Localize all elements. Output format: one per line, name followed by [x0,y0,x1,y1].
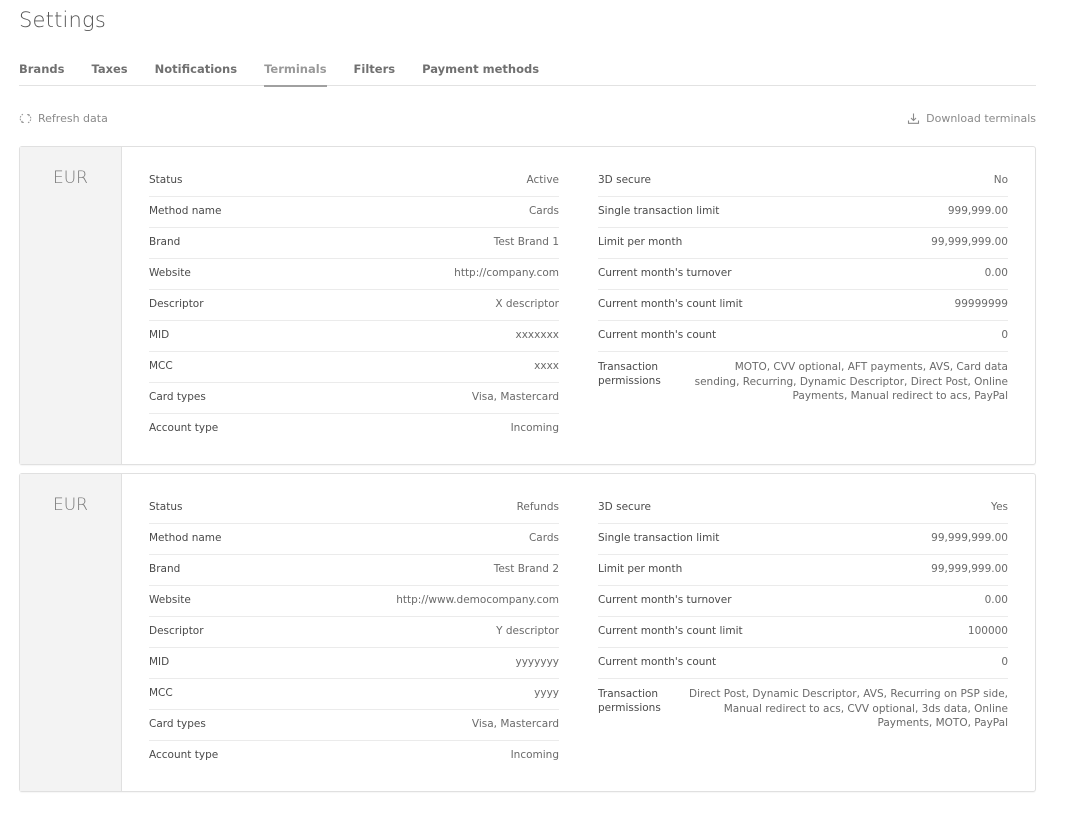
detail-label: Limit per month [598,236,683,248]
tab-filters[interactable]: Filters [353,62,396,76]
detail-label: Single transaction limit [598,532,720,544]
detail-value: yyyy [534,687,559,699]
detail-value: xxxxxxx [515,329,559,341]
detail-value: 100000 [967,625,1008,637]
detail-row-single-transaction-limit [598,197,1008,228]
refresh-data-label: Refresh data [38,112,108,125]
detail-row-month-count [598,321,1008,352]
detail-value: yyyyyyy [515,656,559,668]
terminal-card [19,473,1036,792]
terminal-currency: EUR [20,147,122,464]
detail-value: 0 [1001,329,1008,341]
detail-row-month-count-limit [598,290,1008,321]
detail-label: Current month's count [598,329,717,341]
detail-value: 99,999,999.00 [931,563,1008,575]
page-title: Settings [19,8,107,32]
terminal-details-left [149,166,559,464]
detail-label: Limit per month [598,563,683,575]
detail-label: MCC [149,687,173,699]
detail-label: Descriptor [149,625,204,637]
detail-row-mcc [149,679,559,710]
detail-value: Test Brand 2 [493,563,559,575]
detail-value: Incoming [510,749,559,761]
detail-value: 0 [1001,656,1008,668]
detail-value: Direct Post, Dynamic Descriptor, AVS, Recurring on PSP side, Manual redirect to acs, CVV optional, 3ds data, Online Payments, MOTO, PayPal [689,688,1008,729]
detail-value: 99,999,999.00 [931,236,1008,248]
detail-value: Y descriptor [496,625,559,637]
detail-label: Account type [149,422,219,434]
detail-value: http://company.com [454,267,559,279]
settings-tabs [19,57,1036,86]
detail-label: Current month's count [598,656,717,668]
detail-label: Brand [149,563,181,575]
terminal-card [19,146,1036,465]
detail-row-mid [149,648,559,679]
detail-value: Visa, Mastercard [471,718,559,730]
terminal-currency: EUR [20,474,122,791]
detail-label: Status [149,174,183,186]
download-terminals-label: Download terminals [926,112,1036,125]
detail-label: Current month's count limit [598,625,743,637]
detail-label: Current month's turnover [598,594,732,606]
detail-label: Descriptor [149,298,204,310]
detail-row-method-name [149,197,559,228]
detail-label: MID [149,656,170,668]
detail-row-status [149,493,559,524]
detail-value: 0.00 [984,267,1008,279]
detail-row-descriptor [149,617,559,648]
tab-taxes[interactable]: Taxes [91,62,128,76]
detail-row-month-count [598,648,1008,679]
detail-row-website [149,586,559,617]
detail-value: No [993,174,1008,186]
detail-row-3d-secure [598,493,1008,524]
detail-label: Current month's count limit [598,298,743,310]
detail-row-single-transaction-limit [598,524,1008,555]
detail-row-brand [149,228,559,259]
refresh-icon [19,112,32,125]
detail-value: Refunds [516,501,559,513]
detail-label: Brand [149,236,181,248]
download-icon [907,112,920,125]
detail-value: 0.00 [984,594,1008,606]
detail-value: Visa, Mastercard [471,391,559,403]
detail-value: Cards [528,205,559,217]
detail-row-mcc [149,352,559,383]
detail-value: Active [526,174,559,186]
detail-row-status [149,166,559,197]
detail-label: Card types [149,391,206,403]
detail-value: X descriptor [495,298,559,310]
detail-value: 99,999,999.00 [931,532,1008,544]
download-terminals-button[interactable] [907,112,1036,125]
detail-row-method-name [149,524,559,555]
detail-label: Status [149,501,183,513]
detail-row-account-type [149,414,559,445]
terminal-details-left [149,493,559,791]
tab-brands[interactable]: Brands [19,62,65,76]
detail-label: Card types [149,718,206,730]
detail-row-3d-secure [598,166,1008,197]
terminal-details-right [598,166,1008,464]
detail-value: MOTO, CVV optional, AFT payments, AVS, Card data sending, Recurring, Dynamic Descriptor, Direct Post, Online Payments, Manual redirect to acs, PayPal [694,361,1008,402]
tab-terminals[interactable]: Terminals [264,57,326,86]
detail-value: http://www.democompany.com [396,594,559,606]
detail-label: Transaction permissions [598,361,661,387]
terminal-details-right [598,493,1008,791]
tab-notifications[interactable]: Notifications [154,62,238,76]
detail-label: MID [149,329,170,341]
detail-value: xxxx [534,360,559,372]
detail-row-transaction-permissions [598,679,1008,731]
detail-label: Website [149,267,191,279]
tab-payment-methods[interactable]: Payment methods [422,62,540,76]
detail-label: Single transaction limit [598,205,720,217]
detail-row-card-types [149,710,559,741]
detail-label: 3D secure [598,174,652,186]
detail-label: Method name [149,205,222,217]
detail-row-brand [149,555,559,586]
detail-row-month-turnover [598,259,1008,290]
detail-label: Transaction permissions [598,688,661,714]
detail-value: Test Brand 1 [493,236,559,248]
detail-row-month-turnover [598,586,1008,617]
detail-row-website [149,259,559,290]
detail-value: 99999999 [954,298,1008,310]
detail-row-mid [149,321,559,352]
detail-label: 3D secure [598,501,652,513]
detail-value: 999,999.00 [947,205,1008,217]
detail-value: Cards [528,532,559,544]
detail-label: MCC [149,360,173,372]
detail-row-month-count-limit [598,617,1008,648]
detail-label: Account type [149,749,219,761]
detail-value: Yes [991,501,1008,513]
detail-label: Website [149,594,191,606]
detail-row-card-types [149,383,559,414]
detail-label: Method name [149,532,222,544]
detail-row-limit-per-month [598,228,1008,259]
detail-value: Incoming [510,422,559,434]
detail-row-limit-per-month [598,555,1008,586]
detail-row-descriptor [149,290,559,321]
detail-label: Current month's turnover [598,267,732,279]
refresh-data-button[interactable] [19,112,108,125]
detail-row-account-type [149,741,559,772]
detail-row-transaction-permissions [598,352,1008,404]
